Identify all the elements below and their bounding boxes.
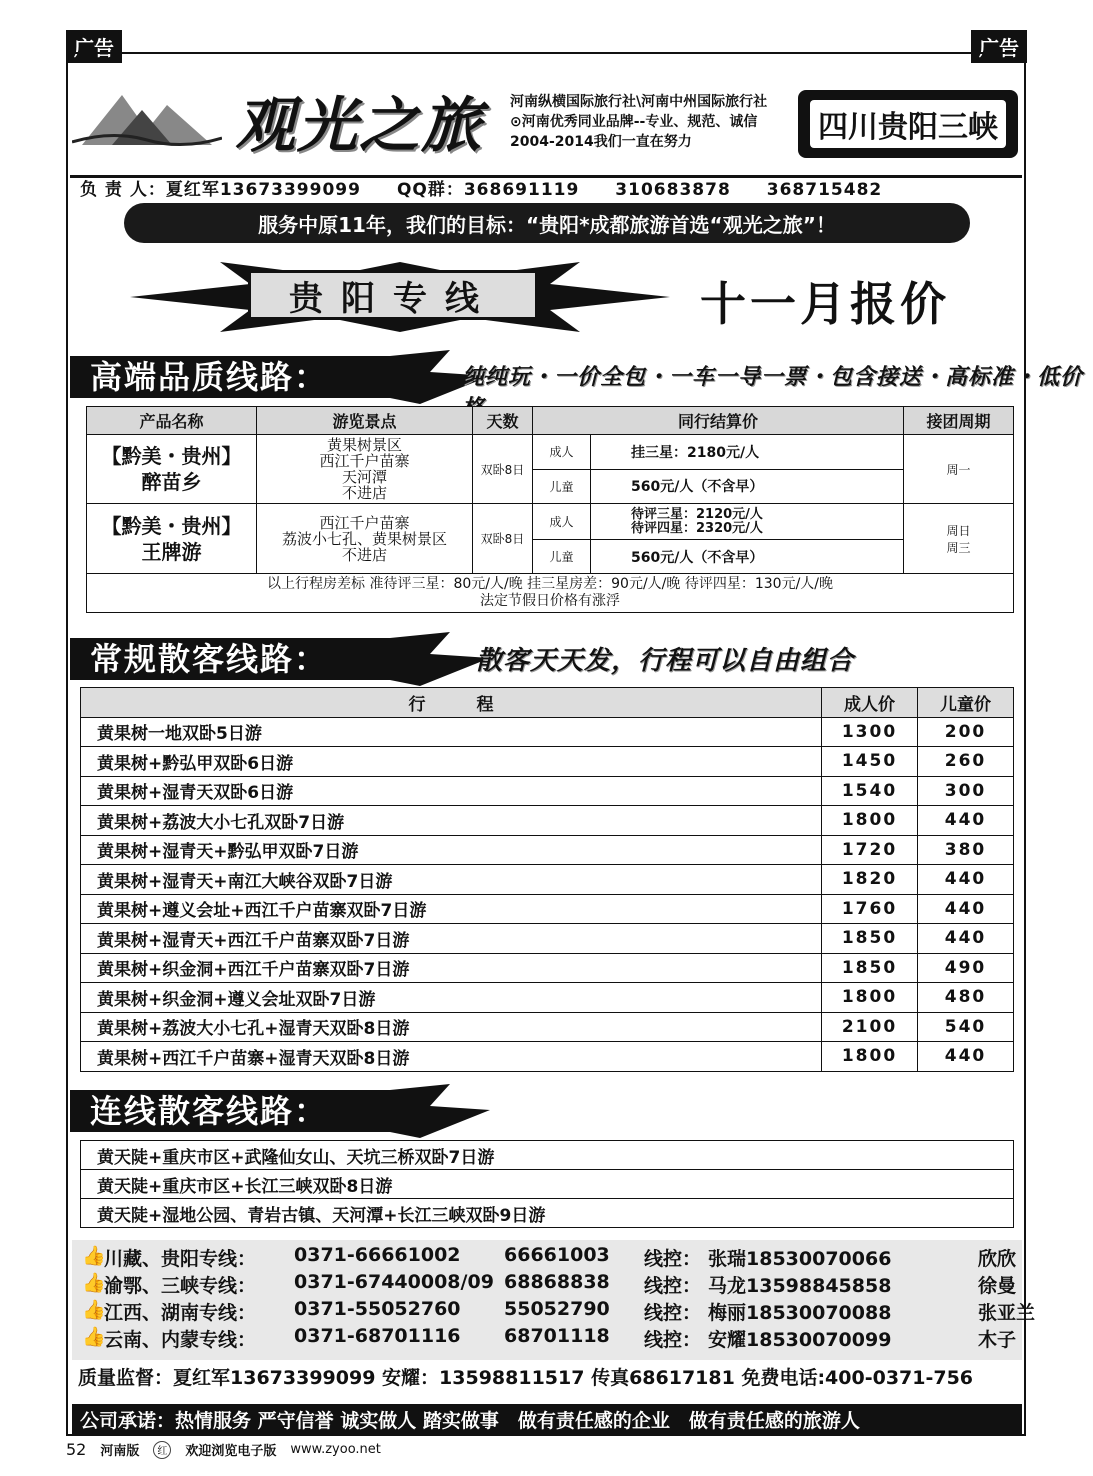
adult-price-cell: 2100 bbox=[822, 1012, 918, 1042]
quality-supervision: 质量监督：夏红军13673399099 安耀：13598811517 传真68617181 免费电话:400-0371-756 bbox=[78, 1367, 974, 1389]
site-item: 不进店 bbox=[341, 484, 387, 502]
site-item: 黄果树景区 bbox=[326, 436, 402, 454]
product-name bbox=[87, 504, 257, 574]
table-row bbox=[81, 983, 1014, 1013]
section-title-text: 高端品质线路： bbox=[90, 358, 329, 396]
edition-label: 河南版 bbox=[100, 1444, 140, 1459]
thumbs-up-icon: 👍 bbox=[82, 1272, 106, 1294]
hotline-phone: 0371-55052760 bbox=[294, 1298, 461, 1320]
route-cell: 黄天陡+湿地公园、青岩古镇、天河潭+长江三峡双卧9日游 bbox=[81, 1199, 1014, 1228]
table-header: 成人价 bbox=[822, 688, 918, 718]
site-item: 西江千户苗寨 bbox=[319, 513, 410, 532]
section-title-text: 连线散客线路： bbox=[90, 1092, 329, 1130]
special-line-label: 贵阳专线 bbox=[248, 270, 538, 320]
route-cell: 黄果树+湿青天+南江大峡谷双卧7日游 bbox=[81, 865, 822, 895]
child-price-cell: 440 bbox=[918, 894, 1014, 924]
ad-label-left: 广告 bbox=[66, 30, 122, 63]
child-price-cell: 490 bbox=[918, 953, 1014, 983]
section-title-text: 常规散客线路： bbox=[90, 640, 329, 678]
route-cell: 黄果树+织金洞+遵义会址双卧7日游 bbox=[81, 983, 822, 1013]
table-row bbox=[81, 1141, 1014, 1170]
adult-price-cell: 1850 bbox=[822, 924, 918, 954]
page-number: 52 bbox=[66, 1440, 87, 1459]
route-cell: 黄果树+西江千户苗寨+湿青天双卧8日游 bbox=[81, 1042, 822, 1072]
hotline-row bbox=[82, 1244, 1068, 1271]
agency-line: ⊙河南优秀同业品牌--专业、规范、诚信 bbox=[510, 114, 758, 130]
route-cell: 黄果树+湿青天+西江千户苗寨双卧7日游 bbox=[81, 924, 822, 954]
site-item: 天河潭 bbox=[341, 468, 387, 486]
table-header: 行 程 bbox=[81, 688, 822, 718]
child-price-cell: 200 bbox=[918, 717, 1014, 747]
hotline-assistant: 张亚兰 bbox=[978, 1302, 1036, 1324]
route-badge-text: 四川贵阳三峡 bbox=[810, 100, 1006, 148]
child-price: 560元/人（不含早） bbox=[591, 540, 904, 574]
adult-price-cell: 1850 bbox=[822, 953, 918, 983]
thumbs-up-icon: 👍 bbox=[82, 1299, 106, 1321]
site-url[interactable]: www.zyoo.net bbox=[290, 1442, 381, 1457]
table-row bbox=[81, 894, 1014, 924]
adult-price-cell: 1800 bbox=[822, 983, 918, 1013]
product-sites bbox=[257, 504, 473, 574]
route-cell: 黄果树+遵义会址+西江千户苗寨双卧7日游 bbox=[81, 894, 822, 924]
child-price-cell: 260 bbox=[918, 747, 1014, 777]
child-price-cell: 440 bbox=[918, 924, 1014, 954]
arrow-tail-icon bbox=[390, 1084, 490, 1138]
product-name-line: 醉苗乡 bbox=[141, 470, 202, 494]
table-header: 同行结算价 bbox=[533, 407, 904, 435]
adult-price-cell: 1720 bbox=[822, 835, 918, 865]
table-row bbox=[81, 835, 1014, 865]
table-header: 游览景点 bbox=[257, 407, 473, 435]
table-row bbox=[81, 1012, 1014, 1042]
hotline-contact: 张瑞18530070066 bbox=[708, 1248, 892, 1270]
hotline-phone2: 68701118 bbox=[504, 1325, 610, 1347]
hotline-phone: 0371-66661002 bbox=[294, 1244, 461, 1266]
adult-label: 成人 bbox=[533, 504, 591, 540]
hotline-name: 渝鄂、三峡专线： bbox=[104, 1275, 257, 1297]
thumbs-up-icon: 👍 bbox=[82, 1245, 106, 1267]
section-premium-title bbox=[70, 350, 490, 400]
route-cell: 黄果树+湿青天双卧6日游 bbox=[81, 776, 822, 806]
page-footer bbox=[66, 1440, 381, 1459]
hotline-row bbox=[82, 1271, 1068, 1298]
hotline-contact: 梅丽18530070088 bbox=[708, 1302, 892, 1324]
adult-price-cell: 1450 bbox=[822, 747, 918, 777]
adult-price-cell: 1800 bbox=[822, 806, 918, 836]
hotline-assistant: 徐曼 bbox=[978, 1275, 1017, 1297]
hotline-control-label: 线控： bbox=[644, 1275, 702, 1297]
adult-price-cell: 1760 bbox=[822, 894, 918, 924]
section-regular-title bbox=[70, 632, 490, 682]
regular-table bbox=[80, 687, 1014, 1072]
edition-badge: 红 bbox=[153, 1441, 171, 1459]
schedule-line: 周日 bbox=[946, 523, 971, 538]
table-row bbox=[81, 717, 1014, 747]
child-label: 儿童 bbox=[533, 469, 591, 504]
hotline-phone2: 55052790 bbox=[504, 1298, 610, 1320]
premium-note bbox=[87, 574, 1014, 613]
product-name bbox=[87, 435, 257, 504]
agency-line: 2004-2014我们一直在努力 bbox=[510, 134, 692, 150]
product-name-line: 【黔美・贵州】 bbox=[101, 444, 242, 468]
header bbox=[70, 60, 1022, 178]
mountain-logo-icon bbox=[72, 90, 222, 150]
product-sites bbox=[257, 435, 473, 504]
table-row bbox=[81, 1199, 1014, 1228]
hotline-phone: 0371-67440008/09 bbox=[294, 1271, 494, 1293]
note-line: 以上行程房差标 准待评三星：80元/人/晚 挂三星房差：90元/人/晚 待评四星：130元/人/晚 bbox=[267, 576, 833, 592]
product-name-line: 【黔美・贵州】 bbox=[101, 513, 242, 538]
route-badge bbox=[798, 90, 1018, 158]
route-cell: 黄果树+织金洞+西江千户苗寨双卧7日游 bbox=[81, 953, 822, 983]
welcome-text: 欢迎浏览电子版 bbox=[185, 1444, 277, 1459]
child-price: 560元/人（不含早） bbox=[591, 469, 904, 504]
product-days: 双卧8日 bbox=[473, 504, 533, 574]
product-days: 双卧8日 bbox=[473, 435, 533, 504]
adult-label: 成人 bbox=[533, 435, 591, 470]
linked-table bbox=[80, 1140, 1014, 1228]
product-schedule bbox=[904, 504, 1014, 574]
premium-subtitle: 纯纯玩・一价全包・一车一导一票・包含接送・高标准・低价 bbox=[462, 365, 1084, 390]
hotline-control-label: 线控： bbox=[644, 1329, 702, 1351]
slogan-bar: 服务中原11年，我们的目标：“贵阳*成都旅游首选“观光之旅”！ bbox=[124, 203, 970, 243]
hotline-control-label: 线控： bbox=[644, 1302, 702, 1324]
hotlines-panel bbox=[72, 1240, 1036, 1360]
hotline-name: 川藏、贵阳专线： bbox=[104, 1248, 257, 1270]
note-line: 法定节假日价格有涨浮 bbox=[480, 593, 620, 609]
hotline-control-label: 线控： bbox=[644, 1248, 702, 1270]
site-item: 荔波小七孔、黄果树景区 bbox=[281, 529, 447, 548]
table-row bbox=[81, 1042, 1014, 1072]
route-cell: 黄天陡+重庆市区+武隆仙女山、天坑三桥双卧7日游 bbox=[81, 1141, 1014, 1170]
table-header: 接团周期 bbox=[904, 407, 1014, 435]
table-row bbox=[81, 1170, 1014, 1199]
route-cell: 黄果树+荔波大小七孔双卧7日游 bbox=[81, 806, 822, 836]
adult-price: 挂三星：2180元/人 bbox=[591, 435, 904, 470]
child-price-cell: 440 bbox=[918, 1042, 1014, 1072]
thumbs-up-icon: 👍 bbox=[82, 1326, 106, 1348]
product-name-line: 王牌游 bbox=[141, 539, 202, 564]
hotline-row bbox=[82, 1298, 1068, 1325]
table-row bbox=[81, 865, 1014, 895]
agency-line: 河南纵横国际旅行社\河南中州国际旅行社 bbox=[510, 94, 768, 110]
schedule-line: 周三 bbox=[946, 540, 971, 555]
adult-price bbox=[591, 504, 904, 540]
product-schedule: 周一 bbox=[904, 435, 1014, 504]
child-price-cell: 440 bbox=[918, 865, 1014, 895]
table-row bbox=[81, 776, 1014, 806]
section-linked-title bbox=[70, 1084, 490, 1134]
hotline-name: 江西、湖南专线： bbox=[104, 1302, 257, 1324]
child-label: 儿童 bbox=[533, 540, 591, 574]
month-price-title: 十一月报价 bbox=[700, 277, 950, 331]
hotline-phone: 0371-68701116 bbox=[294, 1325, 461, 1347]
child-price-cell: 440 bbox=[918, 806, 1014, 836]
adult-price-cell: 1300 bbox=[822, 717, 918, 747]
table-header: 儿童价 bbox=[918, 688, 1014, 718]
hotline-contact: 马龙13598845858 bbox=[708, 1275, 892, 1297]
child-price-cell: 540 bbox=[918, 1012, 1014, 1042]
adult-price-cell: 1540 bbox=[822, 776, 918, 806]
brand-title: 观光之旅 bbox=[235, 91, 483, 161]
hotline-assistant: 木子 bbox=[978, 1329, 1017, 1351]
ad-label-right: 广告 bbox=[971, 30, 1027, 63]
hotline-row bbox=[82, 1325, 1068, 1352]
adult-price-line: 待评四星：2320元/人 bbox=[631, 520, 763, 536]
arrow-tail-icon bbox=[390, 632, 490, 686]
adult-price-cell: 1800 bbox=[822, 1042, 918, 1072]
company-promise: 公司承诺：热情服务 严守信誉 诚实做人 踏实做事 做有责任感的企业 做有责任感的旅游人 bbox=[72, 1404, 1022, 1434]
regular-subtitle: 散客天天发，行程可以自由组合 bbox=[476, 646, 855, 676]
site-item: 西江千户苗寨 bbox=[319, 452, 410, 470]
agency-info bbox=[510, 92, 767, 152]
adult-price-line: 待评三星：2120元/人 bbox=[631, 506, 763, 522]
premium-table bbox=[86, 406, 1014, 613]
route-cell: 黄果树一地双卧5日游 bbox=[81, 717, 822, 747]
route-cell: 黄果树+湿青天+黔弘甲双卧7日游 bbox=[81, 835, 822, 865]
child-price-cell: 380 bbox=[918, 835, 1014, 865]
table-header: 产品名称 bbox=[87, 407, 257, 435]
table-row bbox=[81, 953, 1014, 983]
hotline-phone2: 66661003 bbox=[504, 1244, 610, 1266]
site-item: 不进店 bbox=[341, 545, 387, 564]
table-row bbox=[81, 747, 1014, 777]
route-cell: 黄果树+黔弘甲双卧6日游 bbox=[81, 747, 822, 777]
contact-line: 负 责 人：夏红军13673399099 QQ群：368691119 310683878 368715482 bbox=[80, 180, 883, 200]
child-price-cell: 480 bbox=[918, 983, 1014, 1013]
table-row bbox=[81, 924, 1014, 954]
table-row bbox=[81, 806, 1014, 836]
route-cell: 黄果树+荔波大小七孔+湿青天双卧8日游 bbox=[81, 1012, 822, 1042]
table-header: 天数 bbox=[473, 407, 533, 435]
hotline-contact: 安耀18530070099 bbox=[708, 1329, 892, 1351]
regular-table-body bbox=[81, 717, 1014, 1071]
route-cell: 黄天陡+重庆市区+长江三峡双卧8日游 bbox=[81, 1170, 1014, 1199]
hotline-phone2: 68868838 bbox=[504, 1271, 610, 1293]
adult-price-cell: 1820 bbox=[822, 865, 918, 895]
hotline-assistant: 欣欣 bbox=[978, 1248, 1017, 1270]
child-price-cell: 300 bbox=[918, 776, 1014, 806]
hotline-name: 云南、内蒙专线： bbox=[104, 1329, 257, 1351]
